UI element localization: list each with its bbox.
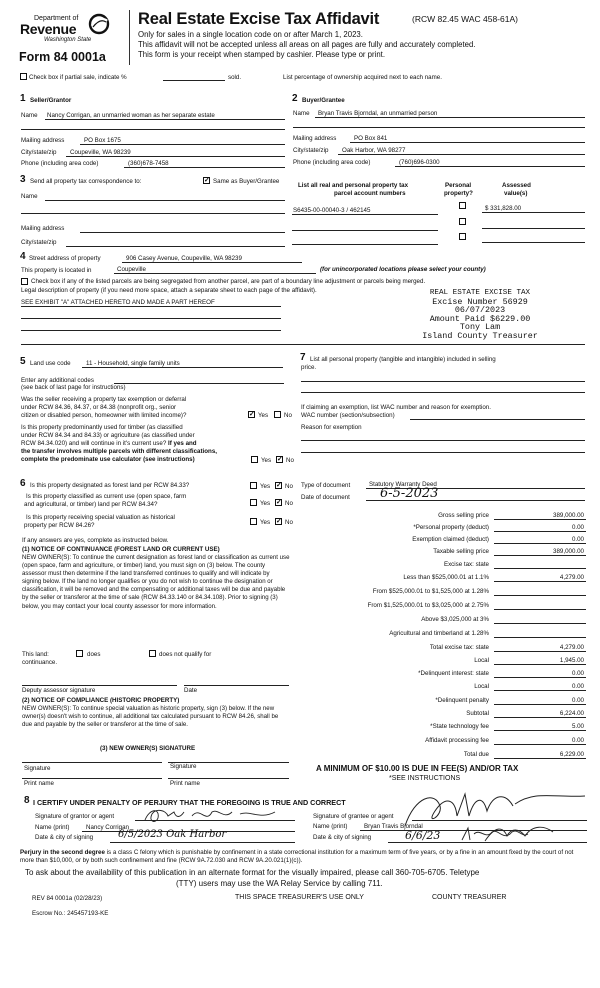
calc-row-label: Total due bbox=[463, 751, 489, 758]
calc-row-label: Agricultural and timberland at 1.28% bbox=[389, 630, 489, 637]
historic-no-checkbox[interactable] bbox=[275, 518, 282, 525]
assessed-line-3 bbox=[482, 242, 585, 243]
legal-line-2 bbox=[21, 318, 281, 319]
reason-label: Reason for exemption bbox=[301, 424, 362, 431]
exemption-wac-label-2: WAC number (section/subsection) bbox=[301, 412, 395, 419]
current-use-no-label: No bbox=[285, 500, 293, 507]
seller-city-line bbox=[66, 156, 285, 157]
buyer-title: Buyer/Grantee bbox=[302, 97, 345, 104]
personal-label-2: price. bbox=[301, 364, 317, 371]
stamp-line-2: Excise Number 56929 bbox=[432, 296, 528, 307]
calc-row-value[interactable]: 389,000.00 bbox=[553, 512, 584, 519]
buyer-name-label: Name bbox=[293, 110, 310, 117]
current-use-yes-label: Yes bbox=[260, 500, 271, 507]
seller-phone[interactable]: (360)678-7458 bbox=[128, 160, 169, 167]
deputy-label: Deputy assessor signature bbox=[22, 687, 96, 694]
calc-row-value[interactable]: 0.00 bbox=[571, 536, 584, 543]
additional-codes-line bbox=[114, 383, 284, 384]
assessed-header-1: Assessed bbox=[502, 182, 531, 189]
section-2-number: 2 bbox=[292, 93, 298, 104]
notice-2-body: NEW OWNER(S): To continue special valuation as historic property, sign (3) below. If the new owner(s) doesn't wish to continue, all additional tax calculated pursuant to RCW 84.26, shall be due and payable by the seller or transferor at the time of sale. bbox=[22, 705, 279, 728]
seller-mail-line bbox=[80, 144, 285, 145]
segregated-label: Check box if any of the listed parcels are being segregated from another parcel, are part of a boundary line adjustment or parcels being merged. bbox=[31, 278, 426, 285]
calc-row-label: Less than $525,000.01 at 1.1% bbox=[403, 574, 489, 581]
grantee-name-label: Name (print) bbox=[313, 823, 348, 830]
notice-1-title: (1) NOTICE OF CONTINUANCE (FOREST LAND OR CURRENT USE) bbox=[22, 546, 220, 553]
wa-logo-icon bbox=[88, 12, 110, 38]
landuse-value[interactable]: 11 - Household, single family units bbox=[86, 360, 180, 367]
perjury-text: is a class C felony which is punishable by confinement in a state correctional institution for a maximum term of five years, or by a fine in an amount fixed by the court of not more than $10,000, or by both such confinement and fine (RCW 9A.72.030 and RCW 9A.20.021(1)(c)). bbox=[20, 849, 574, 864]
calc-row-line bbox=[494, 623, 586, 624]
calc-row-label: From $1,525,000.01 to $3,025,000 at 2.75% bbox=[367, 602, 489, 609]
section-5-number: 5 bbox=[20, 356, 26, 367]
buyer-phone-line bbox=[395, 166, 585, 167]
forest-yes-label: Yes bbox=[260, 483, 271, 490]
grantor-sig-label: Signature of grantor or agent bbox=[35, 813, 115, 820]
historic-no-label: No bbox=[285, 519, 293, 526]
buyer-phone[interactable]: (760)696-0300 bbox=[399, 159, 440, 166]
calc-row-value[interactable]: 1,945.00 bbox=[559, 657, 584, 664]
calc-row-label: Subtotal bbox=[466, 710, 489, 717]
calc-row-label: *Delinquent penalty bbox=[435, 697, 489, 704]
buyer-name-line bbox=[315, 117, 585, 118]
buyer-name-line-2 bbox=[293, 127, 585, 128]
treasurer-use: THIS SPACE TREASURER'S USE ONLY bbox=[235, 894, 364, 901]
calc-row-value[interactable]: 0.00 bbox=[571, 697, 584, 704]
deputy-line bbox=[22, 685, 177, 686]
calc-row-label: Taxable selling price bbox=[433, 548, 489, 555]
any-yes-note: If any answers are yes, complete as instructed below. bbox=[22, 537, 169, 544]
header-divider bbox=[129, 10, 130, 65]
grantor-date[interactable]: 6/5/2023 Oak Harbor bbox=[118, 829, 227, 840]
legal-line-3 bbox=[21, 330, 281, 331]
send-name-line bbox=[45, 200, 285, 201]
grantee-date-label: Date & city of signing bbox=[313, 834, 372, 841]
notice-2-title: (2) NOTICE OF COMPLIANCE (HISTORIC PROPERTY) bbox=[22, 697, 180, 704]
dept-label: Department of bbox=[34, 15, 79, 22]
calc-row-label: Affidavit processing fee bbox=[425, 737, 489, 744]
grantee-date-signature-icon bbox=[460, 826, 530, 844]
exemption-no-checkbox[interactable] bbox=[274, 411, 281, 418]
buyer-city[interactable]: Oak Harbor, WA 98277 bbox=[342, 147, 406, 154]
escrow-number: Escrow No.: 245457193-KE bbox=[32, 910, 109, 917]
partial-sale-checkbox[interactable] bbox=[20, 73, 27, 80]
landuse-line bbox=[82, 367, 283, 368]
buyer-mail[interactable]: PO Box 841 bbox=[354, 135, 388, 142]
section-6-number: 6 bbox=[20, 478, 26, 489]
calc-row-value[interactable]: 0.00 bbox=[571, 737, 584, 744]
located-label: This property is located in bbox=[21, 267, 92, 274]
exemption-no-label: No bbox=[284, 412, 292, 419]
alt-format-2: (TTY) users may use the WA Relay Service by calling 711. bbox=[176, 879, 383, 888]
buyer-city-label: City/state/zip bbox=[293, 147, 329, 154]
page-title: Real Estate Excise Tax Affidavit bbox=[138, 10, 380, 28]
landuse-label: Land use code bbox=[30, 360, 71, 367]
new-owner-sig-line-1 bbox=[22, 762, 162, 763]
minimum-note: A MINIMUM OF $10.00 IS DUE IN FEE(S) AND/OR TAX bbox=[316, 764, 519, 773]
forest-no-checkbox[interactable] bbox=[275, 482, 282, 489]
calc-row-value[interactable]: 0.00 bbox=[571, 683, 584, 690]
calc-row-line bbox=[494, 568, 586, 569]
historic-q-2: property per RCW 84.26? bbox=[24, 522, 95, 529]
stamp-line-4: Amount Paid $6229.00 bbox=[429, 313, 531, 324]
calc-row-label: Gross selling price bbox=[438, 512, 489, 519]
same-as-buyer-label: Same as Buyer/Grantee bbox=[213, 178, 280, 185]
historic-q-1: Is this property receiving special valuation as historical bbox=[26, 514, 175, 521]
subtitle-2: This affidavit will not be accepted unless all areas on all pages are fully and accurately completed. bbox=[138, 40, 476, 49]
calc-row-label: Above $3,025,000 at 3% bbox=[421, 616, 489, 623]
doc-type-label: Type of document bbox=[301, 482, 351, 489]
parcel-line-3 bbox=[292, 244, 438, 245]
calc-row-label: *Delinquent interest: state bbox=[418, 670, 489, 677]
exemption-q-2: under RCW 84.36, 84.37, or 84.38 (nonprofit org., senior bbox=[21, 404, 177, 411]
send-name-label: Name bbox=[21, 193, 38, 200]
current-use-q-1: Is this property classified as current use (open space, farm bbox=[26, 493, 187, 500]
street-value[interactable]: 906 Casey Avenue, Coupeville, WA 98239 bbox=[126, 255, 242, 262]
does-checkbox[interactable] bbox=[76, 650, 83, 657]
forest-q-1: Is this property designated as forest land per RCW 84.33? bbox=[30, 482, 190, 489]
parcel-line-1 bbox=[292, 214, 438, 215]
perjury-bold: Perjury in the second degree bbox=[20, 849, 105, 856]
treasurer-stamp bbox=[380, 289, 580, 341]
partial-sale-label: Check box if partial sale, indicate % bbox=[29, 74, 127, 81]
seller-city-label: City/state/zip bbox=[21, 149, 57, 156]
grantor-name[interactable]: Nancy Corrigan bbox=[86, 824, 129, 831]
parcels-header-1: List all real and personal property tax bbox=[298, 182, 409, 189]
buyer-mail-label: Mailing address bbox=[293, 135, 337, 142]
grantor-signature-icon bbox=[140, 804, 290, 826]
personal-header-1: Personal bbox=[445, 182, 472, 189]
rev-number: REV 84 0001a (02/28/23) bbox=[32, 895, 103, 902]
grantor-name-label: Name (print) bbox=[35, 824, 70, 831]
assessed-line-2 bbox=[482, 228, 585, 229]
calc-row-line bbox=[494, 637, 586, 638]
timber-no-label: No bbox=[286, 457, 294, 464]
grantee-date[interactable]: 6/6/23 bbox=[405, 829, 441, 842]
exemption-yes-label: Yes bbox=[258, 412, 269, 419]
stamp-line-5: Tony Lam bbox=[459, 322, 501, 333]
send-title: Send all property tax correspondence to: bbox=[30, 178, 142, 185]
calc-row-value[interactable]: 4,279.00 bbox=[559, 574, 584, 581]
calc-row-value[interactable]: 389,000.00 bbox=[553, 548, 584, 555]
calc-row-label: *Personal property (deduct) bbox=[413, 524, 489, 531]
seller-city[interactable]: Coupeville, WA 98239 bbox=[70, 149, 131, 156]
personal-header-2: property? bbox=[444, 190, 473, 197]
calc-row-value[interactable]: 6,224.00 bbox=[559, 710, 584, 717]
seller-name-line bbox=[45, 119, 285, 120]
buyer-phone-label: Phone (including area code) bbox=[293, 159, 371, 166]
calc-row-line bbox=[494, 609, 586, 610]
assessed-value[interactable]: $ 331,828.00 bbox=[485, 205, 522, 212]
section-3-number: 3 bbox=[20, 174, 26, 185]
deputy-date-label: Date bbox=[184, 687, 198, 694]
calc-row-label: From $525,000.01 to $1,525,000 at 1.28% bbox=[372, 588, 489, 595]
seller-phone-label: Phone (including area code) bbox=[21, 160, 99, 167]
historic-yes-label: Yes bbox=[260, 519, 271, 526]
send-mail-label: Mailing address bbox=[21, 225, 65, 232]
calc-row-label: Local bbox=[474, 657, 489, 664]
calc-row-value[interactable]: 0.00 bbox=[571, 524, 584, 531]
new-owner-print-line-1 bbox=[22, 778, 162, 779]
calc-row-label: Local bbox=[474, 683, 489, 690]
pct-note: List percentage of ownership acquired next to each name. bbox=[283, 74, 442, 81]
section-4-number: 4 bbox=[20, 251, 26, 262]
buyer-name[interactable]: Bryan Travis Bjorndal, an unmarried person bbox=[318, 110, 438, 117]
located-line bbox=[114, 273, 316, 274]
doc-date-label: Date of document bbox=[301, 494, 350, 501]
new-owner-print-line-2 bbox=[168, 778, 289, 779]
seller-name-line-2 bbox=[21, 129, 285, 130]
calc-row-label: Total excise tax: state bbox=[429, 644, 489, 651]
buyer-mail-line bbox=[350, 142, 585, 143]
exemption-q-1: Was the seller receiving a property tax exemption or deferral bbox=[21, 396, 187, 403]
calc-row-line bbox=[494, 595, 586, 596]
street-label: Street address of property bbox=[29, 255, 101, 262]
stamp-line-3: 06/07/2023 bbox=[454, 305, 506, 316]
send-mail-line bbox=[80, 232, 285, 233]
subtitle-3: This form is your receipt when stamped by cashier. Please type or print. bbox=[138, 50, 386, 59]
current-use-no-checkbox[interactable] bbox=[275, 499, 282, 506]
timber-q-2: under RCW 84.34 and 84.33) or agriculture (as classified under bbox=[21, 432, 195, 439]
timber-q-5: complete the predominate use calculator (see instructions) bbox=[21, 456, 195, 463]
segregated-checkbox[interactable] bbox=[21, 278, 28, 285]
subtitle-1: Only for sales in a single location code on or after March 1, 2023. bbox=[138, 30, 363, 39]
grantor-date-label: Date & city of signing bbox=[35, 834, 94, 841]
perjury-notice bbox=[20, 849, 588, 865]
county-treasurer: COUNTY TREASURER bbox=[432, 894, 507, 901]
seller-mail-label: Mailing address bbox=[21, 137, 65, 144]
revenue-label: Revenue bbox=[20, 21, 77, 37]
send-city-label: City/state/zip bbox=[21, 239, 57, 246]
section-1-number: 1 bbox=[20, 93, 26, 104]
timber-q-3-text: RCW 84.34.020) and will continue in it's current use? bbox=[21, 440, 167, 447]
send-city-line bbox=[66, 246, 285, 247]
timber-no-checkbox[interactable] bbox=[276, 456, 283, 463]
seller-name[interactable]: Nancy Corrigan, an unmarried woman as her separate estate bbox=[47, 112, 215, 119]
calc-row-value[interactable]: 4,279.00 bbox=[559, 644, 584, 651]
legal-line-4 bbox=[21, 344, 585, 345]
seller-title: Seller/Grantor bbox=[30, 97, 72, 104]
grantee-name[interactable]: Bryan Travis Bjorndal bbox=[364, 823, 423, 830]
exemption-yes-checkbox[interactable] bbox=[248, 411, 255, 418]
notice-3-title: (3) NEW OWNER(S) SIGNATURE bbox=[100, 745, 196, 752]
this-land-label: This land: bbox=[22, 651, 49, 658]
form-number: Form 84 0001a bbox=[19, 50, 106, 64]
send-name-line-2 bbox=[21, 213, 285, 214]
new-owner-sig-label-1: Signature bbox=[24, 765, 51, 772]
personal-checkbox-3[interactable] bbox=[459, 233, 466, 240]
timber-q-3-bold: If yes and bbox=[168, 440, 197, 447]
parcels-header-2: parcel account numbers bbox=[334, 190, 406, 197]
grantee-sig-label: Signature of grantee or agent bbox=[313, 813, 394, 820]
state-label: Washington State bbox=[44, 37, 92, 43]
calc-row-label: Exemption claimed (deduct) bbox=[412, 536, 489, 543]
personal-checkbox-2[interactable] bbox=[459, 218, 466, 225]
calc-row-value[interactable]: 6,229.00 bbox=[559, 751, 584, 758]
doc-type-value[interactable]: Statutory Warranty Deed bbox=[369, 481, 437, 488]
unincorp-note: (for unincorporated locations please select your county) bbox=[320, 266, 486, 273]
exemption-wac-label-1: If claiming an exemption, list WAC number and reason for exemption. bbox=[301, 404, 491, 411]
grantor-date-line bbox=[110, 842, 295, 843]
street-line bbox=[122, 262, 302, 263]
sold-label: sold. bbox=[228, 74, 242, 81]
buyer-city-line bbox=[338, 154, 585, 155]
does-not-checkbox[interactable] bbox=[149, 650, 156, 657]
notice-1-body: NEW OWNER(S): To continue the current designation as forest land or classification as current use (open space, farm and agriculture, or timber) land, you must sign on (3) below. The county assessor must then determine if the land transferred continues to qualify and will indicate by signing below. If the land no longer qualifies or you do not wish to continue the designation or classification, it will be removed and the compensating or additional taxes will be due and payable by the seller or transferor at the time of sale (RCW 84.33.140 or 84.34.108). Prior to signing (3) below, you may contact your local county assessor for more information. bbox=[22, 554, 290, 610]
legal-label: Legal description of property (if you need more space, attach a separate sheet to each page of the affidavit). bbox=[21, 287, 317, 294]
parcel-number[interactable]: S6435-00-00040-3 / 462145 bbox=[293, 207, 371, 214]
seller-phone-line bbox=[124, 167, 285, 168]
current-use-q-2: and agricultural, or timber) land per RCW 84.34? bbox=[24, 501, 158, 508]
doc-date-line bbox=[366, 500, 585, 501]
does-label: does bbox=[87, 651, 101, 658]
personal-label: List all personal property (tangible and intangible) included in selling bbox=[310, 356, 496, 363]
stamp-line-6: Island County Treasurer bbox=[422, 330, 538, 341]
timber-yes-checkbox[interactable] bbox=[251, 456, 258, 463]
wac-line bbox=[410, 419, 585, 420]
personal-line-1 bbox=[301, 381, 585, 382]
assessed-line-1 bbox=[482, 212, 585, 213]
statute-ref: (RCW 82.45 WAC 458-61A) bbox=[412, 14, 518, 24]
reason-line-2 bbox=[301, 452, 585, 453]
section-8-number: 8 bbox=[24, 795, 30, 806]
does-not-label: does not qualify for bbox=[159, 651, 212, 658]
new-owner-sig-label-2: Signature bbox=[170, 763, 197, 770]
new-owner-print-label-2: Print name bbox=[170, 780, 200, 787]
timber-q-1: Is this property predominantly used for timber (as classified bbox=[21, 424, 183, 431]
see-instructions: *SEE INSTRUCTIONS bbox=[389, 775, 461, 782]
seller-mail[interactable]: PO Box 1675 bbox=[84, 137, 121, 144]
forest-no-label: No bbox=[285, 483, 293, 490]
timber-q-4: the transfer involves multiple parcels with different classifications, bbox=[21, 448, 217, 455]
calc-row-value[interactable]: 5.00 bbox=[571, 723, 584, 730]
timber-yes-label: Yes bbox=[261, 457, 272, 464]
current-use-yes-checkbox[interactable] bbox=[250, 499, 257, 506]
section-7-number: 7 bbox=[300, 352, 306, 363]
doc-date-value[interactable]: 6-5-2023 bbox=[380, 486, 439, 501]
timber-q-3 bbox=[21, 440, 197, 447]
legal-line-1 bbox=[21, 306, 281, 307]
additional-codes-label: Enter any additional codes bbox=[21, 377, 94, 384]
legal-value[interactable]: SEE EXHIBIT "A" ATTACHED HERETO AND MADE A PART HEREOF bbox=[21, 299, 215, 306]
partial-pct-line bbox=[163, 80, 225, 81]
assessed-header-2: value(s) bbox=[504, 190, 528, 197]
deputy-date-line bbox=[184, 685, 289, 686]
calc-row-label: *State technology fee bbox=[430, 723, 489, 730]
personal-line-2 bbox=[301, 392, 585, 393]
personal-checkbox-1[interactable] bbox=[459, 202, 466, 209]
continuance-label: continuance. bbox=[22, 659, 58, 666]
parcel-line-2 bbox=[292, 230, 438, 231]
additional-codes-note: (see back of last page for instructions) bbox=[21, 384, 126, 391]
historic-yes-checkbox[interactable] bbox=[250, 518, 257, 525]
seller-name-label: Name bbox=[21, 112, 38, 119]
forest-yes-checkbox[interactable] bbox=[250, 482, 257, 489]
located-value[interactable]: Coupeville bbox=[117, 266, 146, 273]
alt-format-1: To ask about the availability of this publication in an alternate format for the visually impaired, please call 360-705-6705. Teletype bbox=[25, 868, 480, 877]
exemption-q-3: citizen or disabled person, homeowner with limited income)? bbox=[21, 412, 187, 419]
certify-title: I CERTIFY UNDER PENALTY OF PERJURY THAT THE FOREGOING IS TRUE AND CORRECT bbox=[33, 798, 346, 807]
calc-row-label: Excise tax: state bbox=[443, 561, 489, 568]
calc-row-value[interactable]: 0.00 bbox=[571, 670, 584, 677]
new-owner-print-label-1: Print name bbox=[24, 780, 54, 787]
reason-line-1 bbox=[301, 440, 585, 441]
stamp-line-1: REAL ESTATE EXCISE TAX bbox=[429, 289, 531, 297]
same-as-buyer-checkbox[interactable] bbox=[203, 177, 210, 184]
